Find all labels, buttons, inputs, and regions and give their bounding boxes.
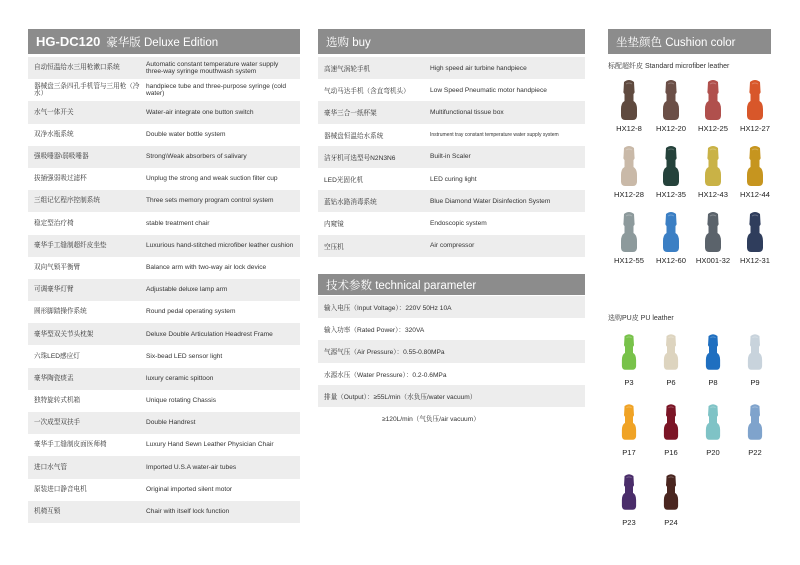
chair-cushion-icon [663, 469, 679, 515]
feature-row-cn: 豪华手工缝制超纤皮坐垫 [34, 241, 107, 249]
buy-row-cn: 空压机 [324, 243, 344, 251]
feature-row [28, 501, 300, 523]
color-swatch [734, 211, 776, 269]
feature-row-en: Luxurious hand-stitched microfiber leather cushion [146, 241, 294, 249]
buy-row-cn: 豪华三合一纸杯架 [324, 110, 377, 118]
feature-row [28, 279, 300, 301]
chair-cushion-icon [662, 145, 680, 187]
buy-row [318, 212, 585, 234]
swatch-code: P8 [708, 378, 718, 387]
color-swatch [608, 145, 650, 203]
buy-row-en: LED curing light [430, 175, 477, 183]
swatch-code: P24 [664, 518, 678, 527]
buy-row-en: Multifunctional tissue box [430, 108, 504, 116]
feature-row-en: Double Handrest [146, 419, 196, 427]
buy-row [318, 190, 585, 212]
cushion-header [608, 29, 771, 54]
color-swatch [650, 399, 692, 462]
feature-row-en: Chair with itself lock function [146, 508, 230, 516]
tech-row: 输入功率（Rated Power）：320VA [324, 327, 425, 335]
buy-row-cn: LED光固化机 [324, 177, 364, 185]
swatch-code: P16 [664, 448, 678, 457]
feature-row-en: handpiece tube and three-purpose syringe (cold water) [146, 82, 287, 98]
color-swatch [692, 211, 734, 269]
feature-row [28, 146, 300, 168]
edition-title: 豪华版 Deluxe Edition [106, 36, 219, 49]
swatch-code: HX12-43 [698, 190, 728, 199]
features-list [28, 57, 300, 523]
feature-row-en: Strong\Weak absorbers of salivary [146, 153, 247, 161]
feature-row-en: Luxury Hand Sewn Leather Physician Chair [146, 441, 274, 449]
buy-panel [318, 29, 585, 257]
feature-row [28, 345, 300, 367]
chair-cushion-icon [746, 145, 764, 187]
features-panel [28, 29, 300, 523]
feature-row-en: Adjustable deluxe lamp arm [146, 286, 228, 294]
color-swatch [650, 469, 692, 532]
swatch-code: HX001-32 [695, 256, 731, 265]
chair-cushion-icon [747, 399, 763, 445]
feature-row [28, 79, 300, 101]
buy-row [318, 235, 585, 257]
feature-row-en: Automatic constant temperature water supply three-way syringe mouthwash system [146, 60, 279, 76]
swatch-code: HX12-44 [740, 190, 770, 199]
feature-row-cn: 双向气锁平衡臂 [34, 263, 81, 271]
swatch-code: P9 [750, 378, 760, 387]
tech-row: ≥120L/min（气负压/air vacuum） [382, 416, 480, 424]
color-swatch [608, 79, 650, 137]
chair-cushion-icon [621, 329, 637, 375]
color-swatch [734, 399, 776, 462]
feature-row [28, 479, 300, 501]
microfiber-swatch-grid [608, 79, 778, 269]
color-swatch [734, 79, 776, 137]
microfiber-label: 标配超纤皮 Standard microfiber leather [608, 63, 730, 70]
chair-cushion-icon [746, 211, 764, 253]
feature-row-en: Original imported silent motor [146, 485, 233, 493]
buy-list [318, 57, 585, 257]
swatch-code: HX12-20 [656, 124, 686, 133]
swatch-code: P17 [622, 448, 636, 457]
chair-cushion-icon [663, 329, 679, 375]
color-swatch [608, 329, 650, 392]
color-swatch [650, 211, 692, 269]
feature-row-en: luxury ceramic spittoon [146, 374, 214, 382]
feature-row [28, 456, 300, 478]
tech-header [318, 274, 585, 295]
feature-row-cn: 豪华手工缝制皮面医师椅 [34, 441, 107, 449]
tech-row: 气源气压（Air Pressure）：0.55-0.80MPa [318, 340, 585, 362]
chair-cushion-icon [704, 145, 722, 187]
feature-row [28, 101, 300, 123]
buy-row-en: Built-in Scaler [430, 153, 471, 161]
tech-title: 技术参数 technical parameter [326, 279, 477, 292]
feature-row [28, 434, 300, 456]
feature-row-en: Round pedal operating system [146, 308, 236, 316]
buy-header [318, 29, 585, 54]
feature-row-cn: 豪华陶瓷痰盂 [34, 374, 74, 382]
buy-row [318, 57, 585, 79]
feature-row [28, 301, 300, 323]
chair-cushion-icon [705, 399, 721, 445]
cushion-panel [608, 29, 771, 527]
color-swatch [692, 79, 734, 137]
feature-row-en: Balance arm with two-way air lock device [146, 263, 267, 271]
buy-row-en: Air compressor [430, 242, 475, 250]
feature-row-en: Water-air integrate one button switch [146, 108, 254, 116]
swatch-code: HX12-8 [616, 124, 642, 133]
feature-row-en: stable treatment chair [146, 219, 210, 227]
buy-row-en: Instrument tray constant temperature water supply system [430, 131, 559, 138]
feature-row-en: Double water bottle system [146, 130, 226, 138]
feature-row [28, 368, 300, 390]
feature-row-en: Deluxe Double Articulation Headrest Frame [146, 330, 273, 338]
swatch-code: P22 [748, 448, 762, 457]
tech-row: 输入电压（Input Voltage）：220V 50Hz 10A [318, 296, 585, 318]
swatch-code: HX12-60 [656, 256, 686, 265]
buy-title: 选购 buy [326, 36, 371, 49]
chair-cushion-icon [663, 399, 679, 445]
chair-cushion-icon [704, 211, 722, 253]
feature-row-cn: 强吸唾器\弱吸唾器 [34, 153, 89, 161]
model-name: HG-DC120 [36, 34, 101, 49]
chair-cushion-icon [747, 329, 763, 375]
buy-row [318, 168, 585, 190]
color-swatch [608, 469, 650, 532]
chair-cushion-icon [662, 79, 680, 121]
chair-cushion-icon [746, 79, 764, 121]
chair-cushion-icon [704, 79, 722, 121]
feature-row-en: Unplug the strong and weak suction filter cup [146, 175, 278, 183]
feature-row-cn: 一次成型双扶手 [34, 419, 81, 427]
pu-swatch-grid [608, 329, 778, 532]
feature-row-cn: 独特旋转式机箱 [34, 397, 81, 405]
pu-label: 选购PU皮 PU leather [608, 315, 674, 322]
swatch-code: HX12-27 [740, 124, 770, 133]
tech-row: 水源水压（Water Pressure）：0.2-0.6MPa [324, 371, 447, 379]
swatch-code: P3 [624, 378, 634, 387]
buy-row-cn: 蓝钻水路消毒系统 [324, 199, 377, 207]
feature-row-cn: 原装进口静音电机 [34, 485, 87, 493]
swatch-code: HX12-25 [698, 124, 728, 133]
color-swatch [734, 145, 776, 203]
buy-row-cn: 高速气涡轮手机 [324, 66, 371, 74]
feature-row [28, 168, 300, 190]
color-swatch [650, 329, 692, 392]
tech-list [318, 296, 585, 429]
chair-cushion-icon [705, 329, 721, 375]
feature-row-cn: 稳定型治疗椅 [34, 219, 74, 227]
swatch-code: HX12-55 [614, 256, 644, 265]
chair-cushion-icon [662, 211, 680, 253]
feature-row-cn: 自动恒温给水三用枪漱口系统 [34, 64, 120, 72]
buy-row-cn: 器械盘恒温给水系统 [324, 132, 384, 140]
buy-row [318, 124, 585, 146]
feature-row-cn: 水气一体开关 [34, 108, 74, 116]
feature-row [28, 412, 300, 434]
buy-row [318, 79, 585, 101]
swatch-code: P23 [622, 518, 636, 527]
feature-row [28, 390, 300, 412]
feature-row-cn: 机椅互锁 [34, 508, 61, 516]
chair-cushion-icon [620, 145, 638, 187]
color-swatch [608, 399, 650, 462]
color-swatch [734, 329, 776, 392]
features-header [28, 29, 300, 54]
feature-row [28, 257, 300, 279]
buy-row [318, 101, 585, 123]
feature-row-cn: 豪华型双关节头枕架 [34, 330, 94, 338]
feature-row [28, 323, 300, 345]
swatch-code: HX12-35 [656, 190, 686, 199]
chair-cushion-icon [620, 211, 638, 253]
buy-row-cn: 气动马达手机（含直弯机头） [324, 88, 410, 96]
chair-cushion-icon [620, 79, 638, 121]
feature-row [28, 235, 300, 257]
buy-row-cn: 内窥镜 [324, 221, 344, 229]
feature-row-cn: 可调豪华灯臂 [34, 286, 74, 294]
feature-row-cn: 圆形脚踏操作系统 [34, 308, 87, 316]
tech-panel [318, 274, 585, 429]
color-swatch [692, 399, 734, 462]
feature-row [28, 124, 300, 146]
buy-row-en: Endoscopic system [430, 219, 487, 227]
feature-row-cn: 六珠LED感应灯 [34, 352, 80, 360]
color-swatch [692, 329, 734, 392]
swatch-code: P6 [666, 378, 676, 387]
buy-row-en: Blue Diamond Water Disinfection System [430, 197, 551, 205]
swatch-code: P20 [706, 448, 720, 457]
color-swatch [650, 79, 692, 137]
tech-row: 排量（Output）：≥55L/min（水负压/water vacuum） [318, 385, 585, 407]
feature-row-cn: 器械盘三条四孔手机管与三用枪（冷水） [34, 82, 140, 98]
color-swatch [608, 211, 650, 269]
cushion-title: 坐垫颜色 Cushion color [616, 36, 736, 49]
swatch-code: HX12-28 [614, 190, 644, 199]
feature-row-cn: 双净水瓶系统 [34, 130, 74, 138]
chair-cushion-icon [621, 469, 637, 515]
feature-row-cn: 三组记忆程序控制系统 [34, 197, 100, 205]
feature-row-cn: 拔插强弱吸过滤杯 [34, 175, 87, 183]
buy-row-cn: 洁牙机可选型号N2N3N6 [324, 154, 396, 162]
buy-row [318, 146, 585, 168]
feature-row [28, 57, 300, 79]
feature-row-en: Unique rotating Chassis [146, 397, 217, 405]
feature-row [28, 190, 300, 212]
color-swatch [692, 145, 734, 203]
feature-row [28, 212, 300, 234]
feature-row-en: Imported U.S.A water-air tubes [146, 463, 237, 471]
feature-row-en: Six-bead LED sensor light [146, 352, 223, 360]
buy-row-en: High speed air turbine handpiece [430, 64, 527, 72]
swatch-code: HX12-31 [740, 256, 770, 265]
color-swatch [650, 145, 692, 203]
feature-row-en: Three sets memory program control system [146, 197, 274, 205]
chair-cushion-icon [621, 399, 637, 445]
buy-row-en: Low Speed Pneumatic motor handpiece [430, 86, 547, 94]
feature-row-cn: 进口水气管 [34, 463, 67, 471]
